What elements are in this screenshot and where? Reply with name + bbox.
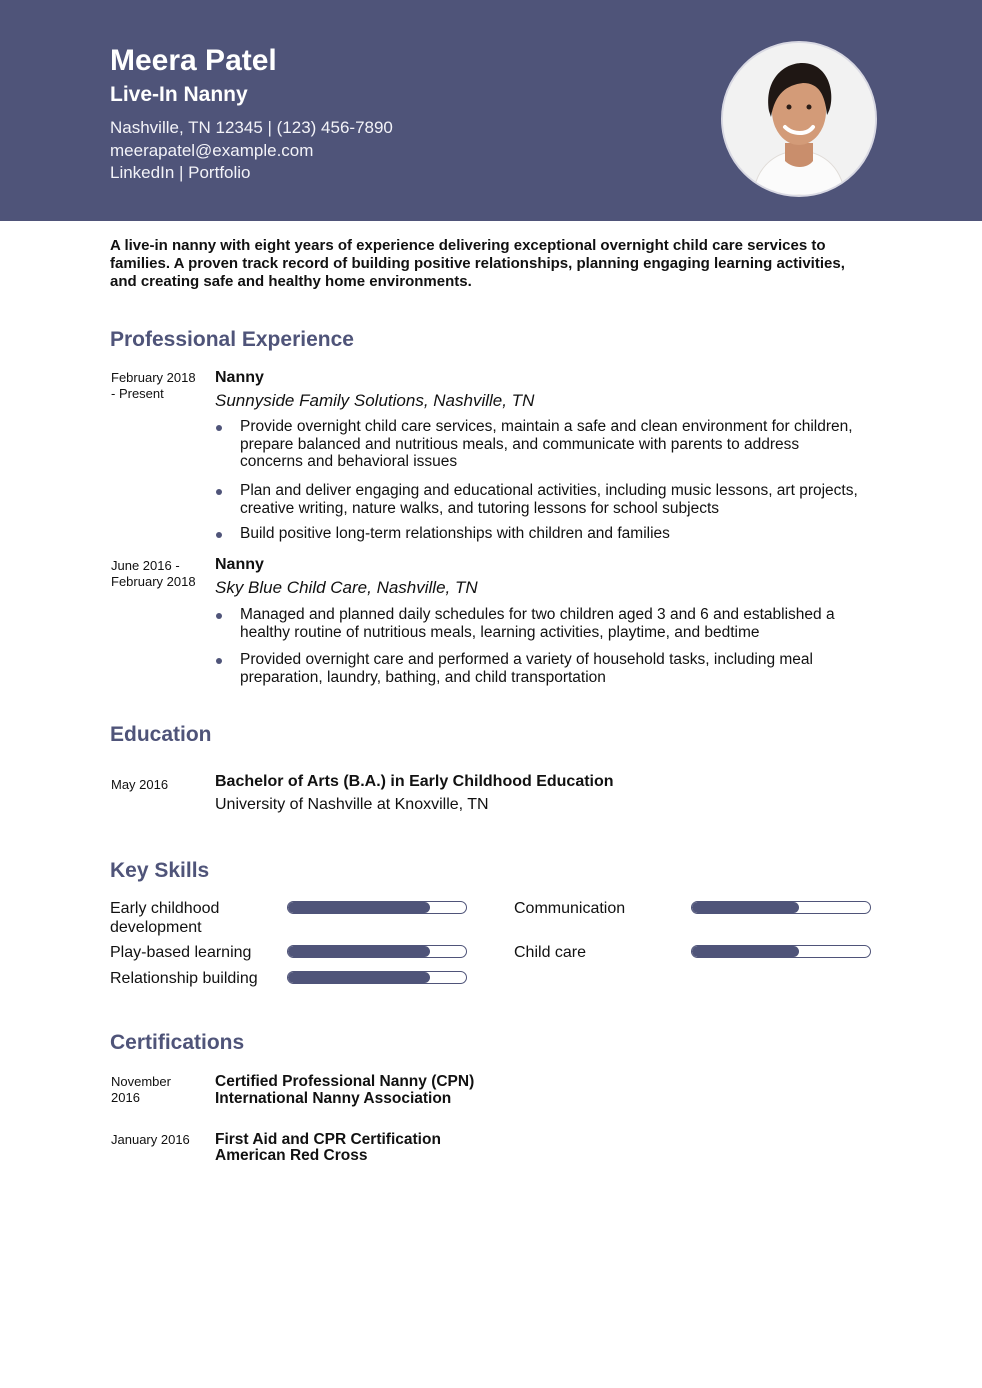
contact-links[interactable]: LinkedIn | Portfolio [110,163,251,182]
contact-email[interactable]: meerapatel@example.com [110,141,314,160]
skill-bar [287,901,467,914]
education-school: University of Nashville at Knoxville, TN [215,796,489,813]
candidate-name: Meera Patel [110,44,277,77]
bullet-icon [216,532,222,538]
certification-issuer: International Nanny Association [215,1090,452,1107]
skill-name: Relationship building [110,970,258,987]
job-company: Sky Blue Child Care, Nashville, TN [215,578,478,597]
certification-date: January 2016 [111,1132,190,1147]
section-title-education: Education [110,723,212,746]
education-date: May 2016 [111,777,169,792]
skill-bar-fill [288,972,430,983]
contact-address-phone: Nashville, TN 12345 | (123) 456-7890 [110,118,393,137]
bullet-icon [216,658,222,664]
candidate-title: Live-In Nanny [110,83,248,106]
skill-bar-fill [288,902,430,913]
certification-issuer: American Red Cross [215,1147,368,1164]
resume-header [0,0,982,221]
job-title: Nanny [215,556,264,573]
section-title-experience: Professional Experience [110,328,354,351]
job-date: June 2016 - February 2018 [111,558,196,589]
certification-date: November 2016 [111,1074,171,1105]
skill-name: Play-based learning [110,944,252,961]
skill-name: Early childhood development [110,900,220,936]
skill-bar [691,945,871,958]
section-title-skills: Key Skills [110,859,210,882]
bullet-icon [216,613,222,619]
job-date: February 2018 - Present [111,370,196,401]
skill-name: Child care [514,944,587,961]
certification-name: Certified Professional Nanny (CPN) [215,1073,475,1090]
section-title-certifications: Certifications [110,1031,245,1054]
skill-bar-fill [692,902,799,913]
job-bullet: Build positive long-term relationships with children and families [215,525,865,543]
bullet-icon [216,489,222,495]
skill-bar [287,945,467,958]
skill-bar-fill [288,946,430,957]
skill-bar-fill [692,946,799,957]
skill-bar [287,971,467,984]
education-degree: Bachelor of Arts (B.A.) in Early Childhood Education [215,773,614,790]
job-company: Sunnyside Family Solutions, Nashville, TN [215,391,535,410]
job-bullet: Provide overnight child care services, maintain a safe and clean environment for children, prepare balanced and nutritious meals, and communicate with parents to address concerns and behavioral issues [215,418,865,471]
skill-bar [691,901,871,914]
avatar-icon [723,43,875,195]
profile-photo [721,41,877,197]
job-title: Nanny [215,369,264,386]
bullet-icon [216,425,222,431]
certification-name: First Aid and CPR Certification [215,1131,441,1148]
job-bullet: Provided overnight care and performed a variety of household tasks, including meal preparation, laundry, bathing, and child transportation [215,651,865,686]
skill-name: Communication [514,900,626,917]
job-bullet: Plan and deliver engaging and educational activities, including music lessons, art projects, creative writing, nature walks, and tutoring lessons for school subjects [215,482,865,517]
job-bullet: Managed and planned daily schedules for two children aged 3 and 6 and established a healthy routine of nutritious meals, learning activities, playtime, and bedtime [215,606,865,641]
professional-summary: A live-in nanny with eight years of experience delivering exceptional overnight child care services to families. A proven track record of building positive relationships, planning engaging learning activities, and creating safe and healthy home environments. [110,237,845,290]
